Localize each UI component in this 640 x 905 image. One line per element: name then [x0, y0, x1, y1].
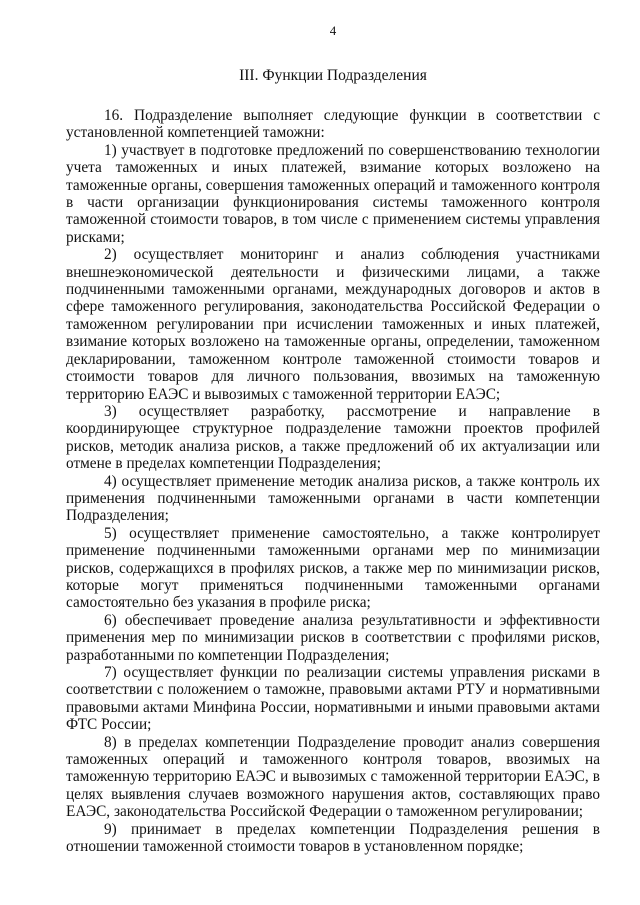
page-number: 4: [329, 23, 337, 38]
function-item-8: 8) в пределах компетенции Подразделение проводит анализ совершения таможенных операций и таможенного контроля товаров, ввозимых на таможенную территорию ЕАЭС и вывозимых с таможенной территории ЕАЭС, в целях выявления случаев возможного нарушения актов, составляющих право ЕАЭС, законодательства Российской Федерации о таможенном регулировании;: [66, 733, 600, 821]
section-title: III. Функции Подразделения: [239, 67, 427, 84]
function-item-1: 1) участвует в подготовке предложений по совершенствованию технологии учета таможенных и иных платежей, взимание которых возложено на таможенные органы, совершения таможенных операций и таможенного контроля в части организации функционирования системы таможенного контроля таможенной стоимости товаров, в том числе с применением системы управления рисками;: [66, 141, 600, 246]
function-item-9: 9) принимает в пределах компетенции Подразделения решения в отношении таможенной стоимости товаров в установленном порядке;: [66, 820, 600, 856]
function-item-6: 6) обеспечивает проведение анализа результативности и эффективности применения мер по минимизации рисков в соответствии с профилями рисков, разработанными по компетенции Подразделения;: [66, 611, 600, 664]
function-item-4: 4) осуществляет применение методик анализа рисков, а также контроль их применения подчиненными таможенными органами в части компетенции Подразделения;: [66, 472, 600, 525]
function-item-7: 7) осуществляет функции по реализации системы управления рисками в соответствии с положением о таможне, правовыми актами РТУ и нормативными правовыми актами Минфина России, нормативными и иными правовыми актами ФТС России;: [66, 664, 600, 734]
intro-paragraph: 16. Подразделение выполняет следующие функции в соответствии с установленной компетенцией таможни:: [66, 107, 600, 142]
function-item-3: 3) осуществляет разработку, рассмотрение и направление в координирующее структурное подразделение таможни проектов профилей рисков, методик анализа рисков, а также предложений об их актуализации или отмене в пределах компетенции Подразделения;: [66, 402, 600, 473]
function-item-5: 5) осуществляет применение самостоятельно, а также контролирует применение подчиненными таможенными органами мер по минимизации рисков, содержащихся в профилях рисков, а также мер по минимизации рисков, которые могут применяться подчиненными таможенными органами самостоятельно без указания в профиле риска;: [66, 524, 600, 612]
function-item-2: 2) осуществляет мониторинг и анализ соблюдения участниками внешнеэкономической деятельности и физическими лицами, а также подчиненными таможенными органами, международных договоров и актов в сфере таможенного регулирования, законодательства Российской Федерации о таможенном регулировании при исчислении таможенных и иных платежей, взимание которых возложено на таможенные органы, определении, таможенном декларировании, таможенном контроле таможенной стоимости товаров и стоимости товаров для личного пользования, ввозимых на таможенную территорию ЕАЭС и вывозимых с таможенной территории ЕАЭС;: [66, 246, 600, 403]
